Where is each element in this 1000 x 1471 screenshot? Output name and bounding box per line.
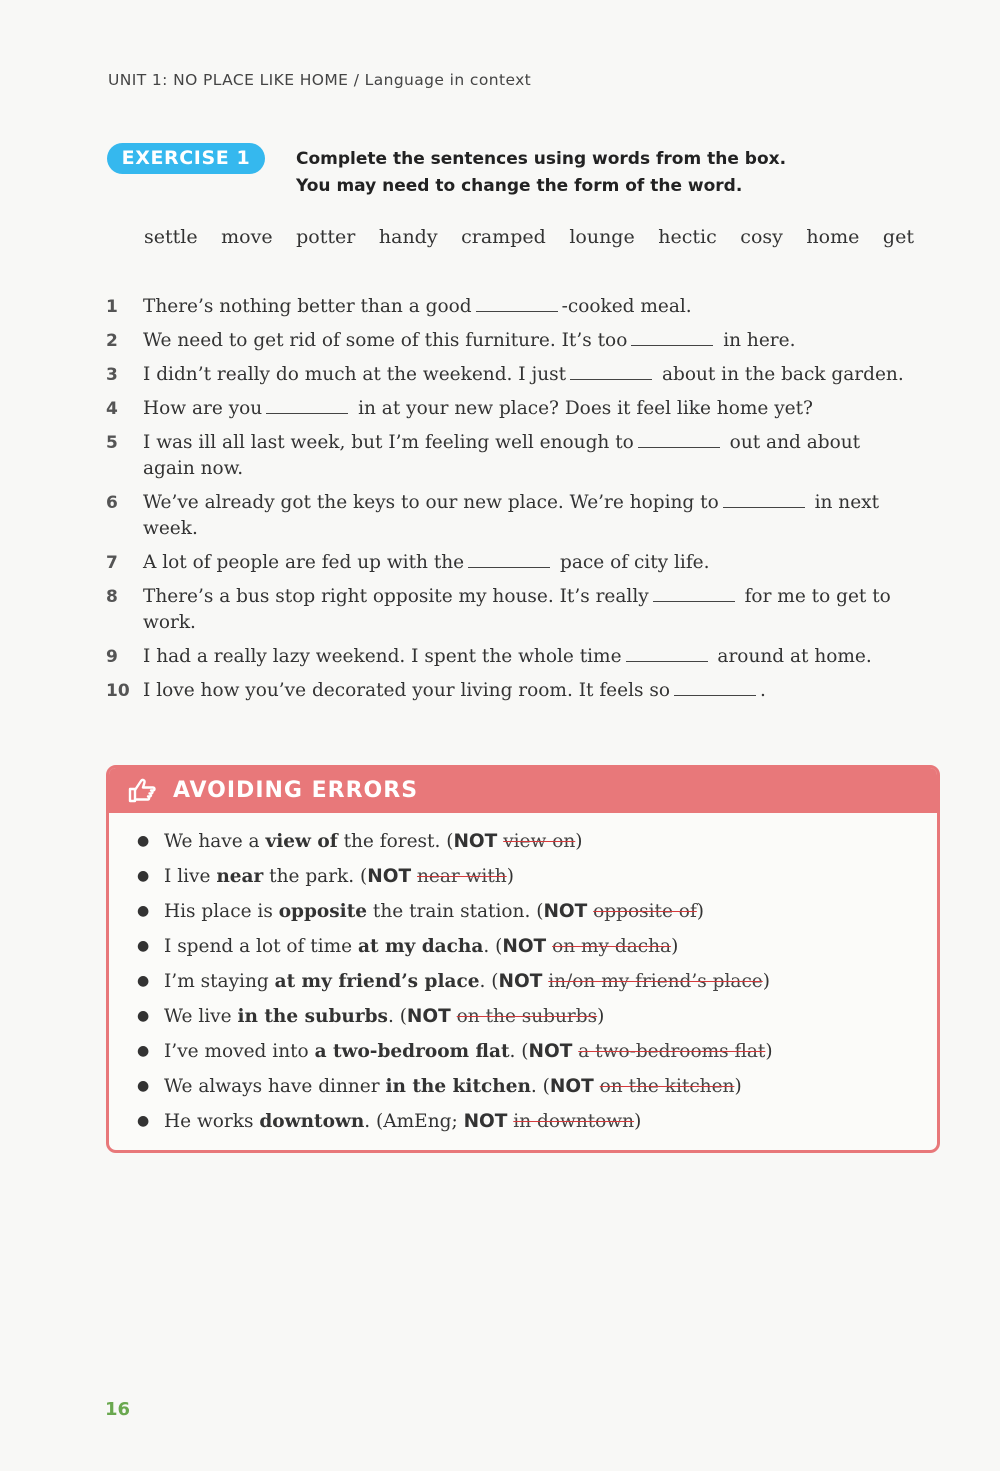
error-item: [137, 1104, 937, 1139]
question-number: 3: [106, 365, 118, 385]
answer-blank: [631, 344, 713, 346]
wrong-phrase: a two-bedrooms flat: [578, 1041, 766, 1062]
answer-blank: [476, 310, 558, 312]
answer-blank: [674, 694, 756, 696]
not-label: NOT: [406, 1006, 451, 1027]
question-text: [143, 396, 813, 422]
question-after: .: [760, 680, 766, 701]
error-post: the park. (: [263, 866, 368, 887]
error-text: [164, 859, 514, 894]
correct-phrase: in the kitchen: [385, 1076, 531, 1097]
error-item: [137, 894, 937, 929]
question-number: 9: [106, 647, 118, 667]
question-after: pace of city life.: [554, 552, 710, 573]
question-number: 10: [106, 681, 130, 701]
error-item: [137, 999, 937, 1034]
question-before: I was ill all last week, but I’m feeling well enough to: [143, 432, 634, 453]
error-post: . (: [509, 1041, 529, 1062]
word-option: lounge: [569, 226, 635, 248]
question-before: I didn’t really do much at the weekend. I just: [143, 364, 567, 385]
exercise-instructions: [296, 146, 786, 200]
word-box: [144, 226, 914, 248]
errors-list: [109, 813, 937, 1139]
error-item: [137, 824, 937, 859]
error-pre: I spend a lot of time: [164, 936, 358, 957]
error-pre: I’m staying: [164, 971, 275, 992]
error-pre: His place is: [164, 901, 279, 922]
question-item: [106, 550, 916, 576]
question-before: A lot of people are fed up with the: [143, 552, 465, 573]
error-pre: We always have dinner: [164, 1076, 386, 1097]
question-list: [106, 294, 916, 712]
header-separator: /: [348, 71, 365, 89]
answer-blank: [638, 446, 720, 448]
error-text: [164, 1104, 641, 1139]
avoiding-errors-header: [109, 768, 937, 813]
error-close: ): [597, 1006, 605, 1027]
question-before: We’ve already got the keys to our new place. We’re hoping to: [143, 492, 719, 513]
question-text: [143, 328, 795, 354]
question-before: I love how you’ve decorated your living room. It feels so: [143, 680, 671, 701]
question-text: [143, 490, 916, 542]
wrong-phrase: on the suburbs: [456, 1006, 598, 1027]
not-label: NOT: [528, 1041, 573, 1062]
question-after: in at your new place? Does it feel like home yet?: [352, 398, 813, 419]
correct-phrase: in the suburbs: [237, 1006, 388, 1027]
word-option: handy: [378, 226, 438, 248]
question-after: about in the back garden.: [656, 364, 904, 385]
correct-phrase: downtown: [259, 1111, 365, 1132]
bullet: ●: [137, 1043, 150, 1059]
bullet: ●: [137, 833, 150, 849]
wrong-phrase: on the kitchen: [599, 1076, 735, 1097]
error-prefix: AmEng;: [383, 1111, 464, 1132]
word-option: move: [221, 226, 273, 248]
question-after: out and about again now.: [143, 432, 861, 479]
error-pre: I’ve moved into: [164, 1041, 315, 1062]
not-label: NOT: [498, 971, 543, 992]
error-pre: He works: [164, 1111, 260, 1132]
question-item: [106, 678, 916, 704]
question-after: in next week.: [143, 492, 880, 539]
question-number: 8: [106, 587, 118, 607]
error-post: the train station. (: [367, 901, 544, 922]
error-text: [164, 1069, 742, 1104]
error-pre: We have a: [164, 831, 266, 852]
instruction-line: Complete the sentences using words from the box.: [296, 149, 787, 169]
question-after: -cooked meal.: [561, 296, 692, 317]
avoiding-errors-title: AVOIDING ERRORS: [173, 778, 419, 803]
wrong-phrase: near with: [416, 866, 507, 887]
error-close: ): [696, 901, 705, 922]
wrong-phrase: in/on my friend’s place: [548, 971, 763, 992]
bullet: ●: [137, 938, 150, 954]
word-option: get: [882, 226, 914, 248]
wrong-phrase: view on: [503, 831, 576, 852]
question-number: 4: [106, 399, 118, 419]
question-item: [106, 294, 916, 320]
error-post: . (: [387, 1006, 407, 1027]
bullet: ●: [137, 1078, 150, 1094]
correct-phrase: view of: [265, 831, 338, 852]
question-before: I had a really lazy weekend. I spent the whole time: [143, 646, 622, 667]
question-item: [106, 396, 916, 422]
correct-phrase: at my dacha: [357, 936, 484, 957]
not-label: NOT: [502, 936, 547, 957]
question-text: [143, 550, 710, 576]
not-label: NOT: [543, 901, 588, 922]
error-text: [164, 824, 583, 859]
error-post: . (: [530, 1076, 550, 1097]
bullet: ●: [137, 1008, 150, 1024]
error-close: ): [575, 831, 583, 852]
word-option: cosy: [740, 226, 783, 248]
error-pre: We live: [164, 1006, 238, 1027]
question-text: [143, 294, 692, 320]
question-item: [106, 644, 916, 670]
exercise-badge: EXERCISE 1: [107, 143, 265, 174]
error-post: . (: [364, 1111, 384, 1132]
error-text: [164, 929, 678, 964]
correct-phrase: at my friend’s place: [274, 971, 480, 992]
word-option: settle: [144, 226, 198, 248]
not-label: NOT: [463, 1111, 508, 1132]
word-option: hectic: [658, 226, 717, 248]
question-before: We need to get rid of some of this furniture. It’s too: [143, 330, 628, 351]
error-post: . (: [483, 936, 503, 957]
question-item: [106, 328, 916, 354]
word-option: potter: [296, 226, 356, 248]
answer-blank: [468, 566, 550, 568]
wrong-phrase: on my dacha: [552, 936, 672, 957]
not-label: NOT: [367, 866, 412, 887]
question-text: [143, 430, 916, 482]
instruction-line: You may need to change the form of the word.: [296, 176, 743, 196]
unit-title: UNIT 1: NO PLACE LIKE HOME: [108, 71, 349, 89]
wrong-phrase: in downtown: [513, 1111, 635, 1132]
error-post: . (: [479, 971, 499, 992]
pointing-hand-icon: [127, 777, 157, 805]
error-close: ): [671, 936, 679, 957]
error-post: the forest. (: [337, 831, 454, 852]
error-text: [164, 894, 704, 929]
error-item: [137, 859, 937, 894]
error-close: ): [762, 971, 770, 992]
error-close: ): [634, 1111, 642, 1132]
question-after: for me to get to work.: [143, 586, 891, 633]
bullet: ●: [137, 903, 150, 919]
error-close: ): [506, 866, 514, 887]
question-text: [143, 644, 872, 670]
error-item: [137, 929, 937, 964]
avoiding-errors-box: [106, 765, 940, 1153]
question-text: [143, 362, 904, 388]
not-label: NOT: [549, 1076, 594, 1097]
question-item: [106, 490, 916, 542]
question-before: There’s nothing better than a good: [143, 296, 472, 317]
question-number: 7: [106, 553, 118, 573]
error-text: [164, 964, 770, 999]
error-item: [137, 1034, 937, 1069]
section-title: Language in context: [364, 71, 532, 89]
wrong-phrase: opposite of: [593, 901, 697, 922]
error-item: [137, 1069, 937, 1104]
question-number: 1: [106, 297, 118, 317]
error-close: ): [734, 1076, 742, 1097]
word-option: home: [806, 226, 860, 248]
bullet: ●: [137, 868, 150, 884]
answer-blank: [626, 660, 708, 662]
error-text: [164, 1034, 773, 1069]
correct-phrase: near: [216, 866, 264, 887]
question-number: 2: [106, 331, 118, 351]
page-header: [108, 71, 531, 89]
question-after: in here.: [717, 330, 796, 351]
answer-blank: [570, 378, 652, 380]
not-label: NOT: [453, 831, 498, 852]
answer-blank: [266, 412, 348, 414]
word-option: cramped: [461, 226, 546, 248]
question-before: There’s a bus stop right opposite my house. It’s really: [143, 586, 649, 607]
question-number: 6: [106, 493, 118, 513]
question-item: [106, 362, 916, 388]
answer-blank: [653, 600, 735, 602]
error-text: [164, 999, 604, 1034]
answer-blank: [723, 506, 805, 508]
question-item: [106, 430, 916, 482]
question-text: [143, 678, 766, 704]
error-pre: I live: [164, 866, 217, 887]
question-after: around at home.: [711, 646, 872, 667]
question-text: [143, 584, 916, 636]
question-before: How are you: [143, 398, 263, 419]
bullet: ●: [137, 973, 150, 989]
question-number: 5: [106, 433, 118, 453]
question-item: [106, 584, 916, 636]
bullet: ●: [137, 1113, 150, 1129]
error-item: [137, 964, 937, 999]
error-close: ): [765, 1041, 773, 1062]
correct-phrase: opposite: [278, 901, 368, 922]
correct-phrase: a two-bedroom flat: [314, 1041, 510, 1062]
page-number: 16: [105, 1399, 131, 1420]
